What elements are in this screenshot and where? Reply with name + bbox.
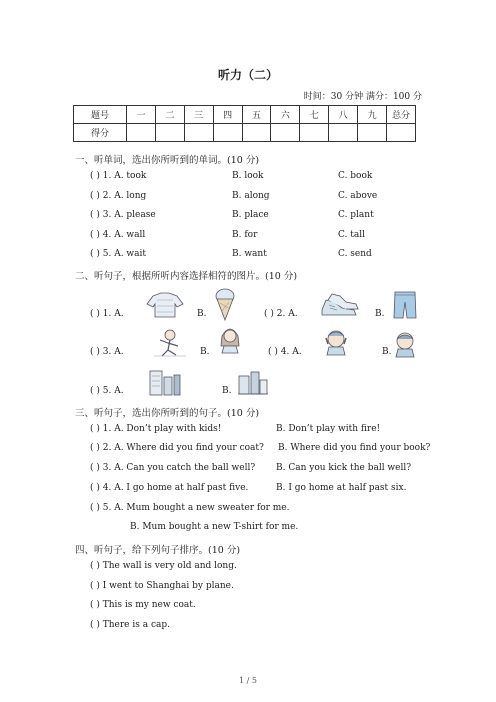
s4-item-3: ( ) This is my new coat. (90, 600, 196, 610)
page-number: 1 / 5 (239, 676, 257, 685)
s1-q3-c: C. plant (338, 210, 374, 220)
s1-q2-b: B. along (232, 191, 270, 201)
header-cell: 二 (155, 106, 184, 124)
score-cell[interactable] (358, 124, 387, 142)
boy-dancing-picture-icon (148, 328, 188, 358)
section-1-heading: 一、听单词，选出你所听到的单词。(10 分) (75, 155, 260, 166)
s1-q2-c: C. above (338, 191, 378, 201)
header-cell: 三 (184, 106, 213, 124)
page-title: 听力（二） (217, 68, 278, 82)
s1-q1-a: ( ) 1. A. took (90, 171, 147, 181)
section-4-heading: 四、听句子，给下列句子排序。(10 分) (75, 545, 241, 556)
sweater-picture-icon (145, 290, 185, 320)
s4-item-4: ( ) There is a cap. (90, 620, 170, 630)
score-cell[interactable] (184, 124, 213, 142)
s3-q5-a: ( ) 5. A. Mum bought a new sweater for me. (90, 503, 290, 513)
s2-q2-label: ( ) 2. A. (264, 309, 298, 319)
s3-q4-a: ( ) 4. A. I go home at half past five. (90, 483, 249, 493)
s2-q2-b-label: B. (375, 309, 385, 319)
boy-covering-ears-picture-icon (324, 328, 348, 356)
s1-q5-a: ( ) 5. A. wait (90, 249, 146, 259)
header-cell: 五 (242, 106, 271, 124)
street-scene-picture-icon (238, 370, 268, 396)
header-cell: 六 (271, 106, 300, 124)
score-table (73, 105, 416, 142)
score-table-header-row (74, 106, 416, 124)
s2-q1-b-label: B. (197, 309, 207, 319)
row-label-cell: 得分 (74, 124, 127, 142)
header-cell: 八 (329, 106, 358, 124)
s2-q4-b-label: B. (382, 347, 392, 357)
s1-q2-a: ( ) 2. A. long (90, 191, 147, 201)
sneakers-picture-icon (320, 290, 360, 320)
score-table-score-row (74, 124, 416, 142)
boy-picture-icon (394, 330, 416, 358)
s2-q4-label: ( ) 4. A. (268, 347, 302, 357)
s2-q3-label: ( ) 3. A. (90, 347, 124, 357)
header-cell: 九 (358, 106, 387, 124)
s1-q4-c: C. tall (338, 230, 366, 240)
s3-q4-b: B. I go home at half past six. (276, 483, 407, 493)
s3-q2-b: B. Where did you find your book? (278, 443, 431, 453)
score-cell[interactable] (127, 124, 156, 142)
s2-q1-label: ( ) 1. A. (90, 309, 124, 319)
header-cell: 题号 (74, 106, 127, 124)
score-cell[interactable] (300, 124, 329, 142)
s1-q5-c: C. send (338, 249, 372, 259)
s2-q5-label: ( ) 5. A. (90, 386, 124, 396)
girl-picture-icon (218, 324, 242, 354)
time-score-info: 时间：30 分钟 满分：100 分 (303, 92, 422, 102)
s1-q4-a: ( ) 4. A. wall (90, 230, 146, 240)
s3-q2-a: ( ) 2. A. Where did you find your coat? (90, 443, 264, 453)
score-cell[interactable] (213, 124, 242, 142)
s4-item-1: ( ) The wall is very old and long. (90, 561, 237, 571)
s1-q1-c: C. book (338, 171, 373, 181)
section-3-heading: 三、听句子，选出你所听到的句子。(10 分) (75, 408, 260, 419)
shorts-picture-icon (393, 290, 417, 320)
s1-q3-b: B. place (232, 210, 269, 220)
header-cell: 总分 (387, 106, 416, 124)
section-2-heading: 二、听句子，根据所听内容选择相符的图片。(10 分) (75, 271, 298, 282)
s3-q3-a: ( ) 3. A. Can you catch the ball well? (90, 463, 256, 473)
s2-q3-b-label: B. (200, 347, 210, 357)
city-buildings-picture-icon (148, 367, 182, 397)
header-cell: 七 (300, 106, 329, 124)
score-cell[interactable] (329, 124, 358, 142)
s1-q1-b: B. look (232, 171, 264, 181)
header-cell: 一 (127, 106, 156, 124)
score-cell[interactable] (387, 124, 416, 142)
s3-q1-a: ( ) 1. A. Don’t play with kids! (90, 424, 222, 434)
s1-q3-a: ( ) 3. A. please (90, 210, 156, 220)
score-cell[interactable] (242, 124, 271, 142)
s3-q3-b: B. Can you kick the ball well? (276, 463, 412, 473)
s1-q4-b: B. for (232, 230, 258, 240)
score-cell[interactable] (271, 124, 300, 142)
s3-q1-b: B. Don’t play with fire! (276, 424, 381, 434)
s1-q5-b: B. want (232, 249, 267, 259)
score-cell[interactable] (155, 124, 184, 142)
s4-item-2: ( ) I went to Shanghai by plane. (90, 581, 234, 591)
s3-q5-b: B. Mum bought a new T-shirt for me. (130, 522, 299, 532)
ice-cream-picture-icon (214, 287, 236, 321)
header-cell: 四 (213, 106, 242, 124)
s2-q5-b-label: B. (222, 386, 232, 396)
